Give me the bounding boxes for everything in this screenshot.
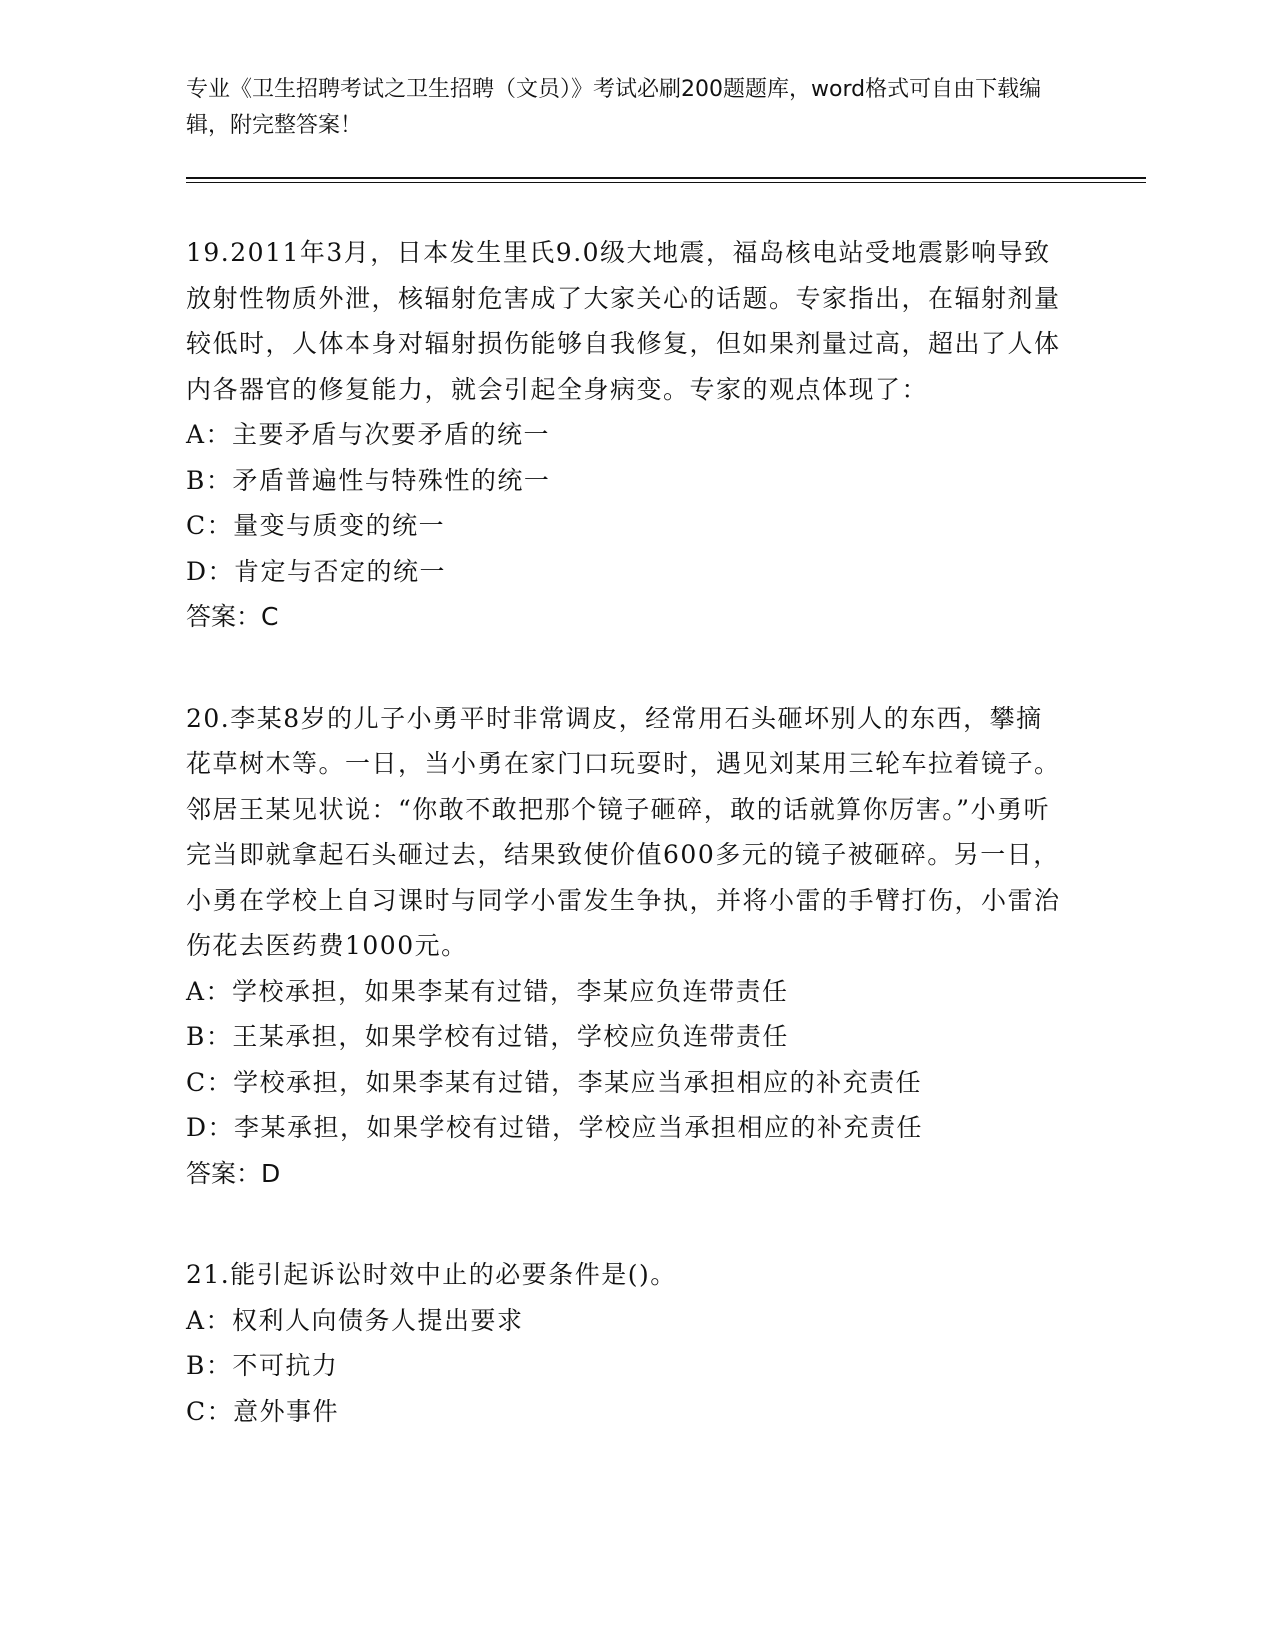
option-a: A：主要矛盾与次要矛盾的统一 [186,420,551,449]
option-d: D：肯定与否定的统一 [186,556,447,586]
question-21 [186,1252,1066,1434]
option-a: A：学校承担，如果李某有过错，李某应负连带责任 [186,976,789,1006]
header-divider-thick [186,177,1146,179]
question-text: 19.2011年3月，日本发生里氏9.0级大地震，福岛核电站受地震影响导致放射性物质外泄，核辐射危害成了大家关心的话题。专家指出，在辐射剂量较低时，人体本身对辐射损伤能够自我修复，但如果剂量过高，超出了人体内各器官的修复能力，就会引起全身病变。专家的观点体现了： [186,238,1061,404]
option-b: B：矛盾普遍性与特殊性的统一 [186,465,551,495]
option-b: B：王某承担，如果学校有过错，学校应负连带责任 [186,1022,789,1051]
question-text: 20.李某8岁的儿子小勇平时非常调皮，经常用石头砸坏别人的东西，攀摘花草树木等。一日，当小勇在家门口玩耍时，遇见刘某用三轮车拉着镜子。邻居王某见状说：“你敢不敢把那个镜子砸碎，敢的话就算你厉害。”小勇听完当即就拿起石头砸过去，结果致使价值600多元的镜子被砸碎。另一日，小勇在学校上自习课时与同学小雷发生争执，并将小雷的手臂打伤，小雷治伤花去医药费1000元。 [186,703,1061,960]
option-c: C：量变与质变的统一 [186,511,446,540]
question-list [186,230,1066,1490]
header-intro-text: 专业《卫生招聘考试之卫生招聘（文员）》考试必刷200题题库，word格式可自由下载编辑，附完整答案！ [186,77,1042,138]
header-divider-thin [186,182,1146,183]
question-text: 21.能引起诉讼时效中止的必要条件是()。 [186,1260,677,1289]
question-20 [186,696,1066,1197]
option-c: C：意外事件 [186,1396,340,1426]
option-c: C：学校承担，如果李某有过错，李某应当承担相应的补充责任 [186,1067,923,1097]
question-19 [186,230,1066,640]
document-header [186,72,1066,144]
option-a: A：权利人向债务人提出要求 [186,1305,524,1335]
answer-label: 答案：C [186,602,279,631]
option-b: B：不可抗力 [186,1351,339,1380]
option-d: D：李某承担，如果学校有过错，学校应当承担相应的补充责任 [186,1113,924,1142]
answer-label: 答案：D [186,1158,281,1188]
